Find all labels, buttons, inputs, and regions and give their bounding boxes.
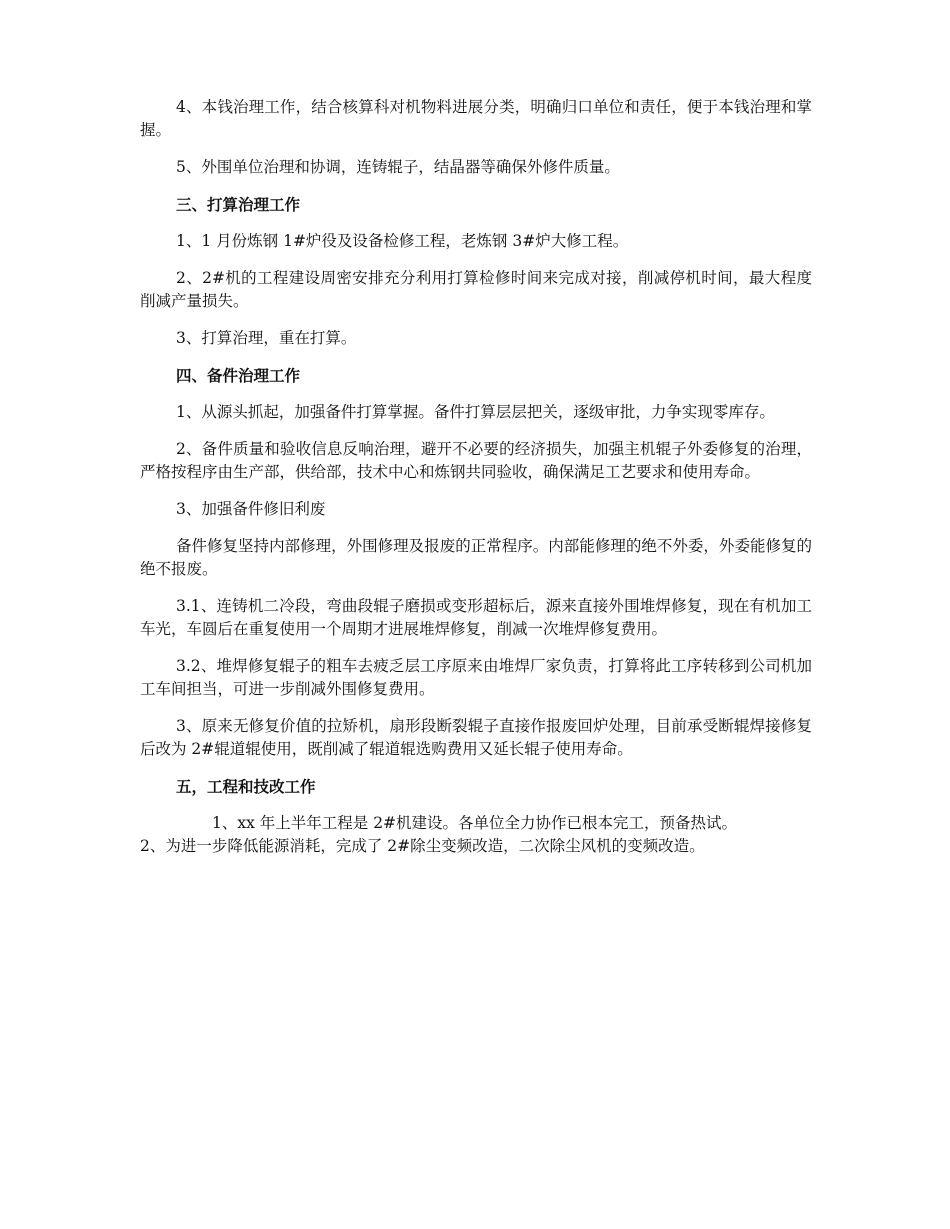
paragraph-repair-3-2: 3.2、堆焊修复辊子的粗车去疲乏层工序原来由堆焊厂家负责，打算将此工序转移到公司机加工车间担当，可进一步削减外围修复费用。: [140, 657, 812, 698]
project-item-1: 1、xx 年上半年工程是 2#机建设。各单位全力协作已根本完工，预备热试。: [212, 814, 738, 832]
paragraph-plan-2: 2、2#机的工程建设周密安排充分利用打算检修时间来完成对接，削减停机时间，最大程度削减产量损失。: [140, 269, 812, 310]
paragraph-repair-3: 3、原来无修复价值的拉矫机，扇形段断裂辊子直接作报废回炉处理，目前承受断辊焊接修复后改为 2#辊道辊使用，既削减了辊道辊选购费用又延长辊子使用寿命。: [140, 717, 812, 758]
paragraph-spare-1: 1、从源头抓起，加强备件打算掌握。备件打算层层把关，逐级审批，力争实现零库存。: [176, 403, 775, 421]
paragraph-repair-3-1: 3.1、连铸机二冷段，弯曲段辊子磨损或变形超标后，源来直接外围堆焊修复，现在有机加工车光，车圆后在重复使用一个周期才进展堆焊修复，削减一次堆焊修复费用。: [140, 597, 812, 638]
paragraph-cost-management: 4、本钱治理工作，结合核算科对机物料进展分类，明确归口单位和责任，便于本钱治理和掌握。: [140, 98, 812, 139]
paragraph-spare-2: 2、备件质量和验收信息反响治理，避开不必要的经济损失，加强主机辊子外委修复的治理，严格按程序由生产部，供给部，技术中心和炼钢共同验收，确保满足工艺要求和使用寿命。: [140, 440, 812, 481]
document-body: [140, 96, 812, 858]
paragraph-projects-items: [140, 812, 812, 858]
section-heading-plan-management: 三、打算治理工作: [176, 195, 301, 214]
section-heading-projects: 五，工程和技改工作: [176, 777, 316, 796]
paragraph-plan-1: 1、1 月份炼钢 1#炉役及设备检修工程，老炼钢 3#炉大修工程。: [176, 232, 629, 250]
paragraph-repair-policy: 备件修复坚持内部修理，外围修理及报废的正常程序。内部能修理的绝不外委，外委能修复的绝不报废。: [140, 537, 812, 578]
section-heading-spare-parts: 四、备件治理工作: [176, 366, 301, 385]
paragraph-spare-3: 3、加强备件修旧利废: [176, 500, 326, 518]
paragraph-plan-3: 3、打算治理，重在打算。: [176, 329, 357, 347]
project-item-2: 2、为进一步降低能源消耗，完成了 2#除尘变频改造，二次除尘风机的变频改造。: [140, 837, 705, 855]
paragraph-external-units: 5、外围单位治理和协调，连铸辊子，结晶器等确保外修件质量。: [176, 158, 620, 176]
